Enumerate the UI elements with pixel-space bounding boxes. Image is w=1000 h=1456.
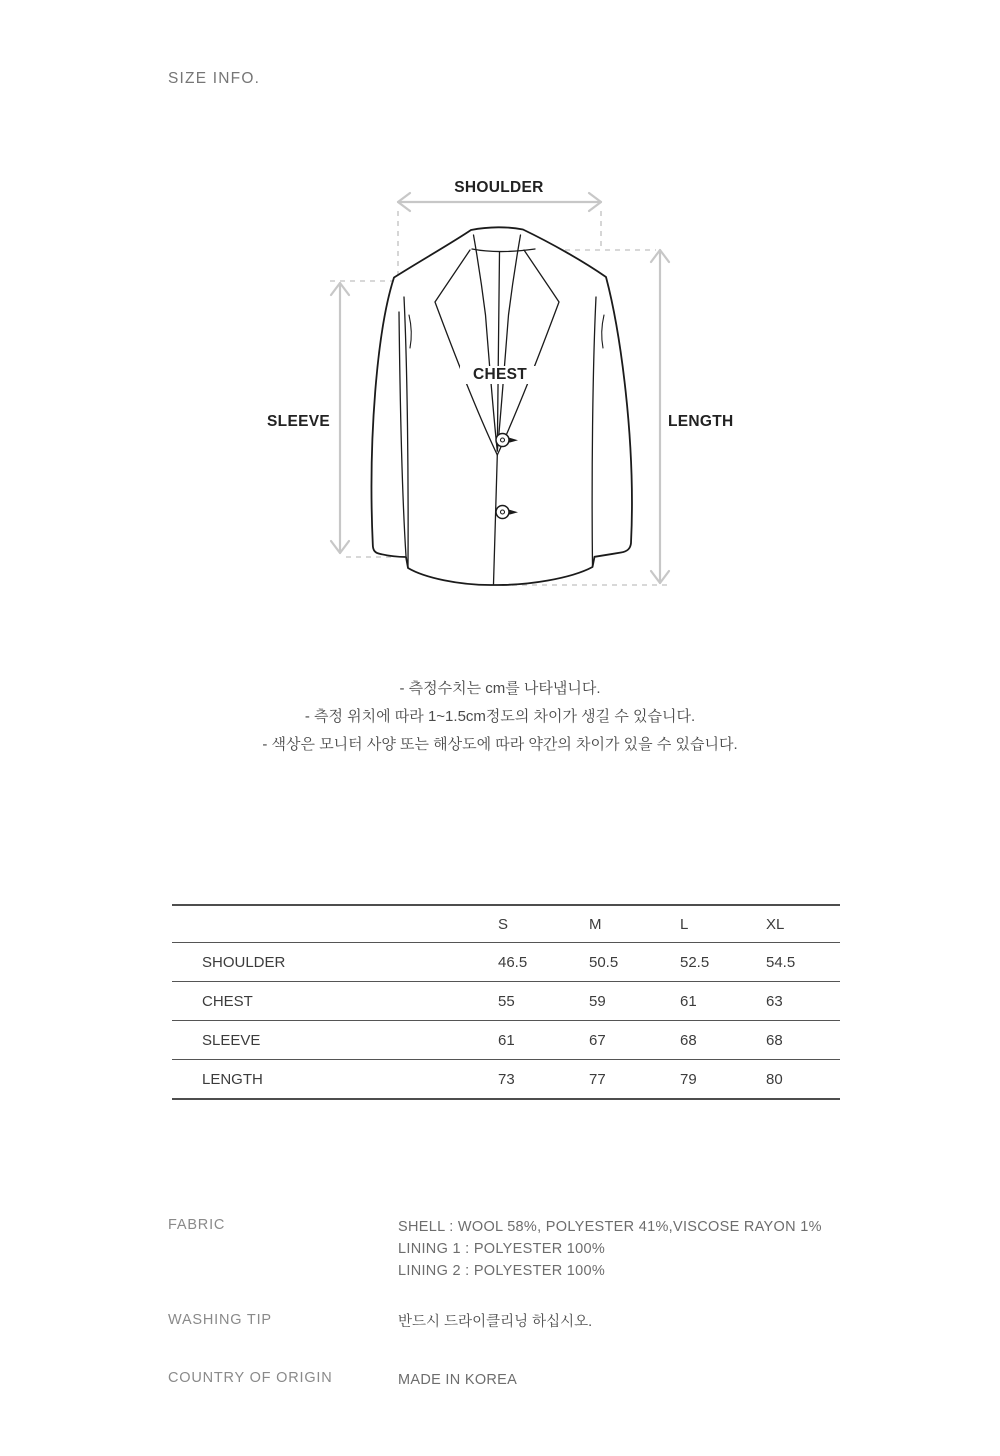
- size-value: 63: [766, 982, 840, 1021]
- fabric-label: FABRIC: [168, 1217, 226, 1233]
- country-of-origin-label: COUNTRY OF ORIGIN: [168, 1370, 333, 1386]
- size-value: 52.5: [680, 943, 766, 982]
- fabric-line-lining2: LINING 2 : POLYESTER 100%: [398, 1263, 606, 1279]
- size-value: 61: [498, 1021, 589, 1060]
- size-value: 73: [498, 1070, 515, 1088]
- size-value: 68: [680, 1021, 766, 1060]
- fabric-line-shell: SHELL : WOOL 58%, POLYESTER 41%,VISCOSE RAYON 1%: [398, 1219, 822, 1235]
- measurement-notes: [0, 675, 1000, 759]
- jacket-measurement-diagram: [0, 0, 1000, 650]
- length-label: LENGTH: [668, 413, 734, 430]
- fabric-line-lining1: LINING 1 : POLYESTER 100%: [398, 1241, 606, 1257]
- page-title: SIZE INFO.: [168, 70, 261, 87]
- table-row-shoulder: [172, 943, 840, 982]
- table-row-chest: [172, 982, 840, 1021]
- country-of-origin-value: MADE IN KOREA: [398, 1372, 518, 1388]
- table-row-sleeve: [172, 1021, 840, 1060]
- fabric-value: [398, 1216, 958, 1282]
- table-row-length: [172, 1060, 840, 1100]
- washing-tip-label: WASHING TIP: [168, 1312, 272, 1328]
- size-col-header-m: M: [589, 905, 680, 943]
- row-label: SLEEVE: [172, 1021, 498, 1060]
- chest-label: CHEST: [460, 366, 540, 384]
- size-value: 61: [680, 982, 766, 1021]
- note-line: - 색상은 모니터 사양 또는 해상도에 따라 약간의 차이가 있을 수 있습니다.: [262, 736, 738, 753]
- size-value: 77: [589, 1070, 606, 1088]
- length-arrow: [651, 250, 669, 583]
- size-value: 46.5: [498, 943, 589, 982]
- sleeve-label: SLEEVE: [267, 413, 330, 430]
- size-table-corner-cell: [172, 905, 498, 943]
- size-value: 79: [680, 1070, 697, 1088]
- washing-tip-value: 반드시 드라이클리닝 하십시오.: [398, 1314, 593, 1330]
- size-value: 67: [589, 1021, 680, 1060]
- row-label: SHOULDER: [172, 943, 498, 982]
- row-label: CHEST: [172, 982, 498, 1021]
- size-col-header-xl: XL: [766, 905, 840, 943]
- size-table: [172, 904, 840, 1100]
- size-col-header-l: L: [680, 905, 766, 943]
- size-table-section: [172, 904, 840, 1100]
- size-value: 54.5: [766, 943, 840, 982]
- size-col-header-s: S: [498, 905, 589, 943]
- row-label: LENGTH: [202, 1070, 263, 1088]
- size-value: 55: [498, 982, 589, 1021]
- note-line: - 측정수치는 cm를 나타냅니다.: [399, 680, 601, 697]
- sleeve-arrow: [331, 283, 349, 553]
- size-value: 80: [766, 1070, 783, 1088]
- size-table-header-row: [172, 905, 840, 943]
- size-value: 59: [589, 982, 680, 1021]
- shoulder-label: SHOULDER: [454, 179, 544, 196]
- size-value: 68: [766, 1021, 840, 1060]
- note-line: - 측정 위치에 따라 1~1.5cm정도의 차이가 생길 수 있습니다.: [304, 708, 696, 725]
- size-value: 50.5: [589, 943, 680, 982]
- jacket-drawing: [372, 227, 632, 585]
